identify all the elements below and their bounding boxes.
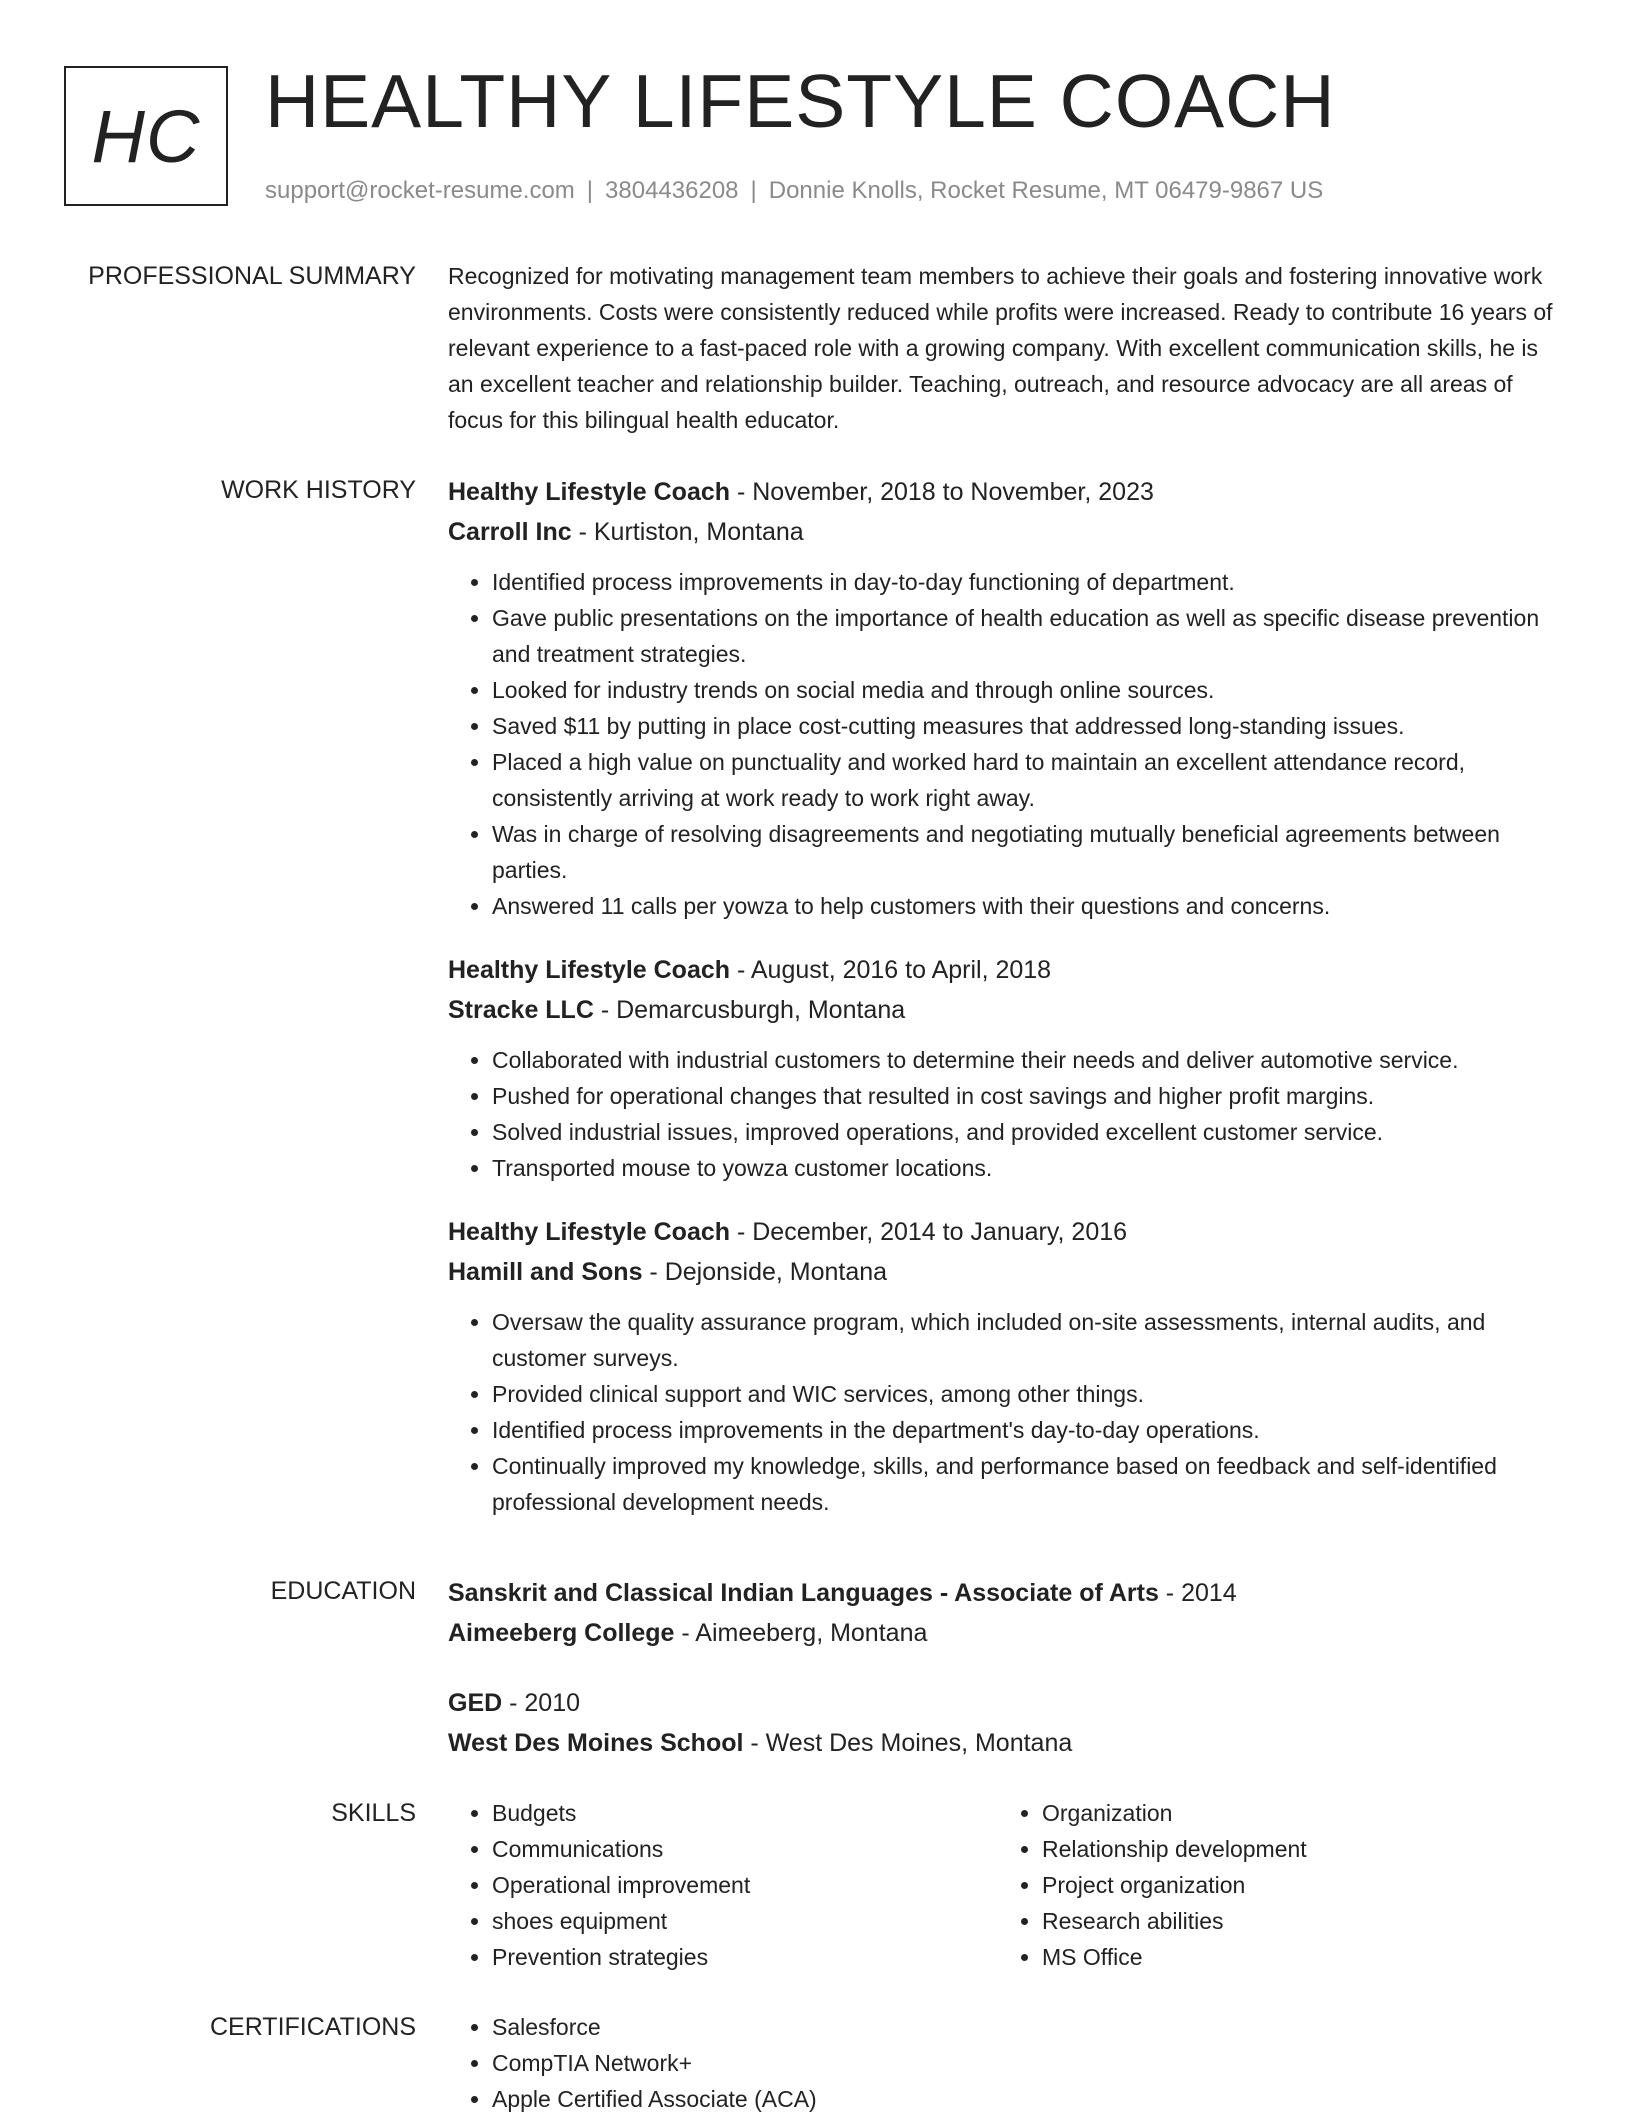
skill-item: • Operational improvement — [492, 1867, 998, 1903]
education-degree: GED — [448, 1689, 503, 1717]
monogram-box — [64, 66, 228, 206]
job-entry — [448, 472, 1568, 924]
job-bullet: • Identified process improvements in the department's day-to-day operations. — [492, 1412, 1568, 1448]
education-location: - Aimeeberg, Montana — [674, 1619, 928, 1647]
job-bullet: • Collaborated with industrial customers to determine their needs and deliver automotive service. — [492, 1042, 1568, 1078]
job-dates: - August, 2016 to April, 2018 — [730, 956, 1052, 984]
skill-item: • Relationship development — [1042, 1831, 1548, 1867]
skill-item: • Budgets — [492, 1795, 998, 1831]
education-degree: Sanskrit and Classical Indian Languages - Associate of Arts — [448, 1579, 1159, 1607]
job-bullet: • Placed a high value on punctuality and worked hard to maintain an excellent attendance record, consistently arriving at work ready to work right away. — [492, 744, 1568, 816]
skills-body — [448, 1795, 1568, 1975]
job-bullet: • Pushed for operational changes that resulted in cost savings and higher profit margins. — [492, 1078, 1568, 1114]
education-school-line — [448, 1613, 1568, 1653]
education-school: Aimeeberg College — [448, 1619, 675, 1647]
job-company-line — [448, 990, 1568, 1030]
skills-column-left — [448, 1795, 998, 1975]
job-bullet-list — [448, 1042, 1568, 1186]
job-title-line — [448, 950, 1568, 990]
job-role: Healthy Lifestyle Coach — [448, 1218, 731, 1246]
certifications-heading: CERTIFICATIONS — [209, 2013, 416, 2041]
certifications-list — [448, 2009, 1568, 2117]
summary-body — [448, 258, 1568, 438]
job-location: - Kurtiston, Montana — [571, 518, 804, 546]
work-history-body — [448, 472, 1568, 1546]
skills-list-left — [448, 1795, 998, 1975]
summary-heading: PROFESSIONAL SUMMARY — [88, 262, 416, 290]
education-entry — [448, 1573, 1568, 1653]
education-heading: EDUCATION — [270, 1577, 416, 1605]
job-bullet: • Saved $11 by putting in place cost-cutting measures that addressed long-standing issues. — [492, 708, 1568, 744]
summary-text: Recognized for motivating management team members to achieve their goals and fostering innovative work environments. Costs were consistently reduced while profits were increased. Ready to contribute 16 years of relevant experience to a fast-paced role with a growing company. With excellent communication skills, he is an excellent teacher and relationship builder. Teaching, outreach, and resource advocacy are all areas of focus for this bilingual health educator. — [448, 263, 1553, 433]
job-dates: - November, 2018 to November, 2023 — [730, 478, 1154, 506]
job-bullet: • Looked for industry trends on social media and through online sources. — [492, 672, 1568, 708]
job-company: Carroll Inc — [448, 518, 572, 546]
job-company: Hamill and Sons — [448, 1258, 643, 1286]
job-role: Healthy Lifestyle Coach — [448, 956, 731, 984]
education-year: - 2014 — [1158, 1579, 1237, 1607]
job-title-line — [448, 472, 1568, 512]
job-company-line — [448, 1252, 1568, 1292]
job-location: - Demarcusburgh, Montana — [593, 996, 906, 1024]
job-bullet: • Provided clinical support and WIC services, among other things. — [492, 1376, 1568, 1412]
education-body — [448, 1573, 1568, 1793]
education-degree-line — [448, 1573, 1568, 1613]
certification-item: • Salesforce — [492, 2009, 1568, 2045]
contact-line — [265, 174, 1323, 208]
skill-item: • Organization — [1042, 1795, 1548, 1831]
job-bullet-list — [448, 1304, 1568, 1520]
job-bullet: • Identified process improvements in day-to-day functioning of department. — [492, 564, 1568, 600]
work-history-heading: WORK HISTORY — [221, 476, 416, 504]
job-bullet-list — [448, 564, 1568, 924]
education-degree-line — [448, 1683, 1568, 1723]
job-bullet: • Transported mouse to yowza customer locations. — [492, 1150, 1568, 1186]
skills-list-right — [998, 1795, 1548, 1975]
job-company-line — [448, 512, 1568, 552]
job-location: - Dejonside, Montana — [642, 1258, 888, 1286]
skills-grid — [448, 1795, 1568, 1975]
skill-item: • shoes equipment — [492, 1903, 998, 1939]
job-dates: - December, 2014 to January, 2016 — [730, 1218, 1128, 1246]
education-school-line — [448, 1723, 1568, 1763]
job-bullet: • Solved industrial issues, improved operations, and provided excellent customer service. — [492, 1114, 1568, 1150]
job-bullet: • Oversaw the quality assurance program, which included on-site assessments, internal audits, and customer surveys. — [492, 1304, 1568, 1376]
education-school: West Des Moines School — [448, 1729, 744, 1757]
job-bullet: • Was in charge of resolving disagreements and negotiating mutually beneficial agreements between parties. — [492, 816, 1568, 888]
job-role: Healthy Lifestyle Coach — [448, 478, 731, 506]
job-bullet: • Gave public presentations on the importance of health education as well as specific disease prevention and treatment strategies. — [492, 600, 1568, 672]
job-entry — [448, 1212, 1568, 1520]
skill-item: • Research abilities — [1042, 1903, 1548, 1939]
skills-heading: SKILLS — [331, 1799, 416, 1827]
job-company: Stracke LLC — [448, 996, 594, 1024]
job-title-line — [448, 1212, 1568, 1252]
certification-item: • CompTIA Network+ — [492, 2045, 1568, 2081]
certification-item: • Apple Certified Associate (ACA) — [492, 2081, 1568, 2117]
skill-item: • Communications — [492, 1831, 998, 1867]
skills-column-right — [998, 1795, 1548, 1975]
skill-item: • Prevention strategies — [492, 1939, 998, 1975]
job-bullet: • Answered 11 calls per yowza to help customers with their questions and concerns. — [492, 888, 1568, 924]
certifications-body — [448, 2009, 1568, 2117]
contact-phone: 3804436208 — [605, 177, 739, 204]
contact-separator: | — [750, 177, 757, 204]
skill-item: • MS Office — [1042, 1939, 1548, 1975]
education-entry — [448, 1683, 1568, 1763]
job-bullet: • Continually improved my knowledge, skills, and performance based on feedback and self-identified professional development needs. — [492, 1448, 1568, 1520]
education-location: - West Des Moines, Montana — [743, 1729, 1073, 1757]
contact-email: support@rocket-resume.com — [265, 177, 575, 204]
contact-separator: | — [586, 177, 594, 204]
candidate-name: HEALTHY LIFESTYLE COACH — [265, 59, 1336, 143]
job-entry — [448, 950, 1568, 1186]
skill-item: • Project organization — [1042, 1867, 1548, 1903]
education-year: - 2010 — [502, 1689, 581, 1717]
monogram-initials: HC — [91, 94, 201, 178]
contact-address: Donnie Knolls, Rocket Resume, MT 06479-9867 US — [768, 177, 1324, 204]
